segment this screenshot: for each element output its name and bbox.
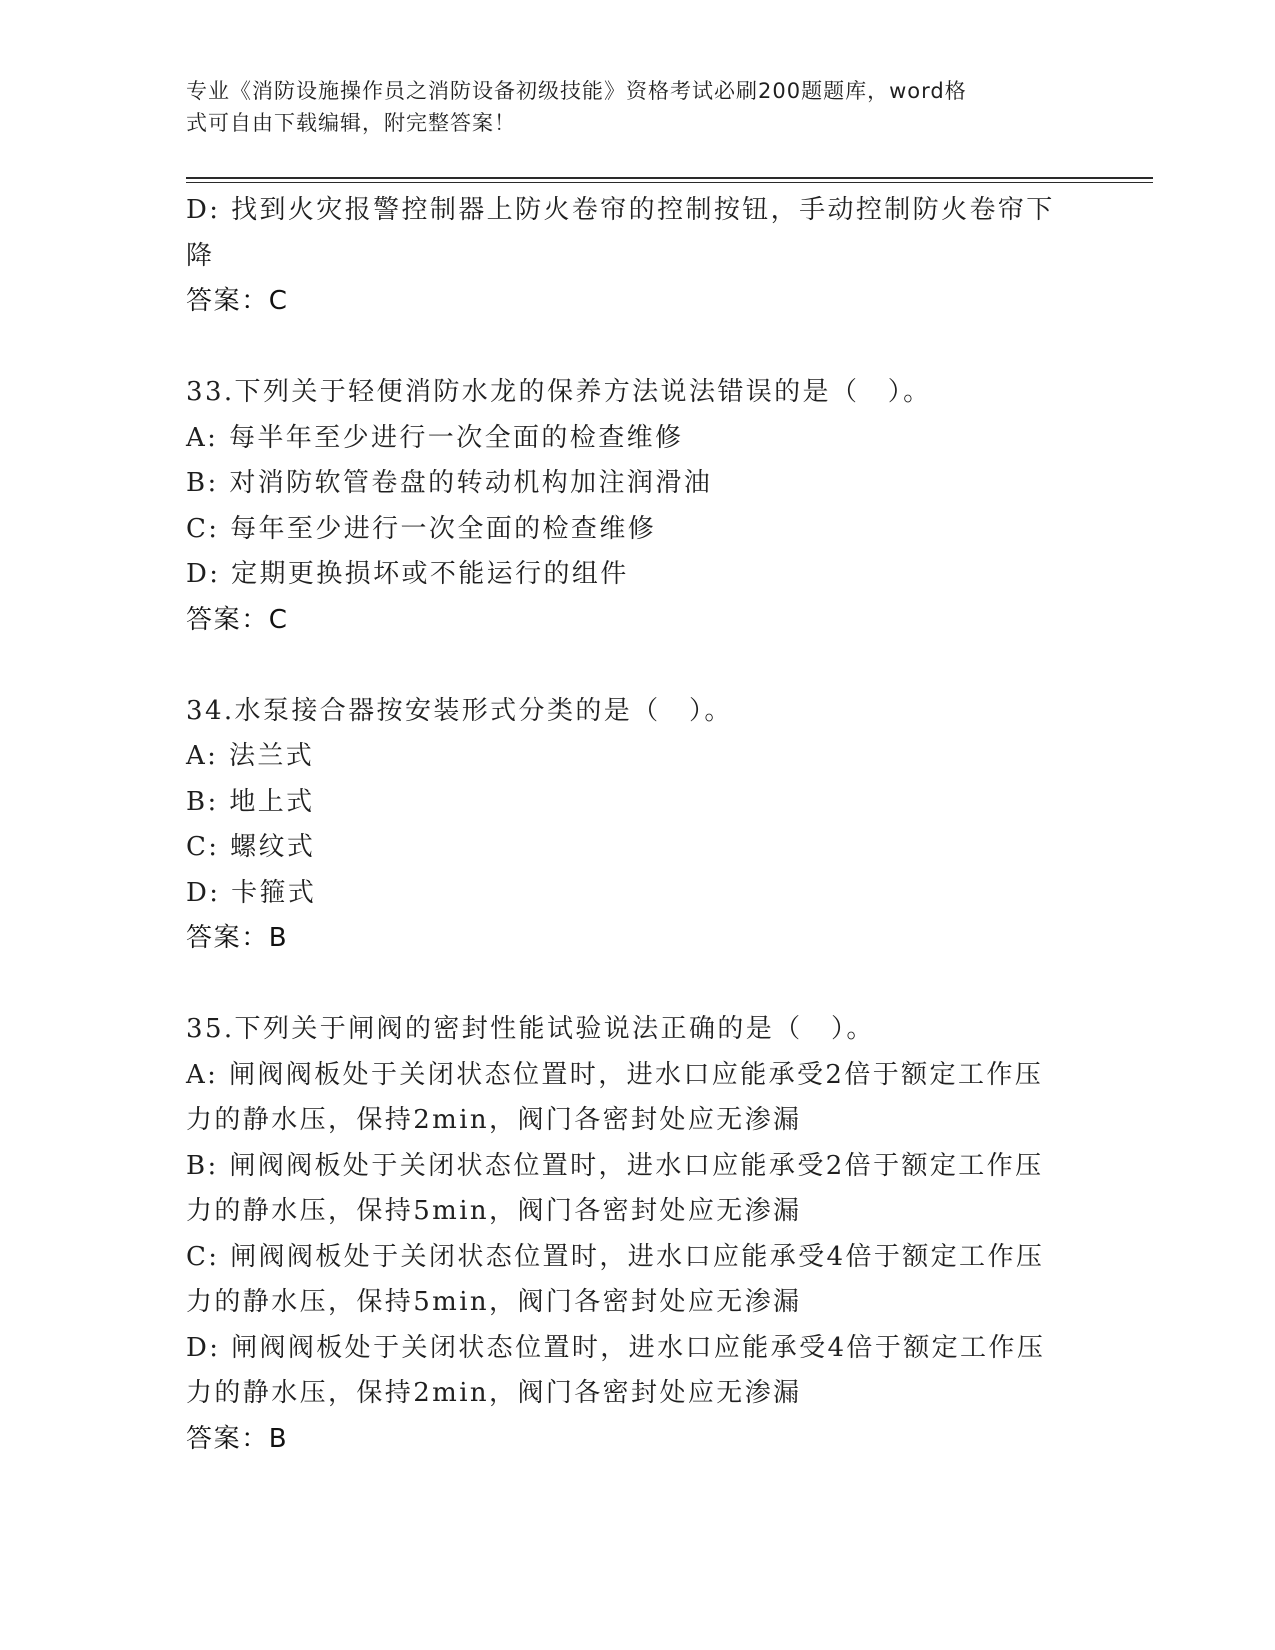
option-b: B: 对消防软管卷盘的转动机构加注润滑油 — [186, 468, 713, 498]
option-c-line-2: 力的静水压，保持5min，阀门各密封处应无渗漏 — [186, 1287, 802, 1317]
option-d: D: 卡箍式 — [186, 877, 317, 908]
option-b-line-1: B: 闸阀阀板处于关闭状态位置时，进水口应能承受2倍于额定工作压 — [186, 1150, 1044, 1181]
option-a-line-2: 力的静水压，保持2min，阀门各密封处应无渗漏 — [186, 1105, 802, 1135]
question-list — [186, 188, 1086, 1462]
option-c: C: 每年至少进行一次全面的检查维修 — [186, 513, 657, 544]
question-stem: 35.下列关于闸阀的密封性能试验说法正确的是（ ）。 — [186, 1014, 875, 1044]
spacer — [186, 325, 1086, 371]
option-b-line-2: 力的静水压，保持5min，阀门各密封处应无渗漏 — [186, 1196, 802, 1226]
option-b: B: 地上式 — [186, 786, 315, 817]
question-33 — [186, 370, 1086, 643]
option-a: A: 每半年至少进行一次全面的检查维修 — [186, 422, 684, 453]
option-c: C: 螺纹式 — [186, 832, 316, 862]
header-divider-thick — [186, 177, 1153, 179]
option-d-line-1: D: 找到火灾报警控制器上防火卷帘的控制按钮，手动控制防火卷帘下 — [186, 195, 1055, 225]
answer-line: 答案：C — [186, 604, 289, 635]
answer-line: 答案：C — [186, 286, 289, 316]
question-34 — [186, 689, 1086, 962]
answer-line: 答案：B — [186, 1423, 289, 1454]
answer-line: 答案：B — [186, 923, 289, 953]
question-stem: 33.下列关于轻便消防水龙的保养方法说法错误的是（ ）。 — [186, 377, 932, 407]
question-32-continuation — [186, 188, 1086, 325]
spacer — [186, 643, 1086, 689]
option-c-line-1: C: 闸阀阀板处于关闭状态位置时，进水口应能承受4倍于额定工作压 — [186, 1241, 1045, 1272]
option-d-line-1: D: 闸阀阀板处于关闭状态位置时，进水口应能承受4倍于额定工作压 — [186, 1332, 1046, 1363]
option-d-line-2: 降 — [186, 240, 215, 271]
document-header — [186, 75, 1086, 139]
option-d-line-2: 力的静水压，保持2min，阀门各密封处应无渗漏 — [186, 1378, 802, 1408]
question-stem: 34.水泵接合器按安装形式分类的是（ ）。 — [186, 695, 733, 726]
question-35 — [186, 1007, 1086, 1462]
header-title-line-2: 式可自由下载编辑，附完整答案！ — [186, 111, 516, 135]
option-a: A: 法兰式 — [186, 741, 315, 771]
header-divider-thin — [186, 182, 1153, 183]
option-a-line-1: A: 闸阀阀板处于关闭状态位置时，进水口应能承受2倍于额定工作压 — [186, 1059, 1044, 1090]
option-d: D: 定期更换损坏或不能运行的组件 — [186, 559, 629, 589]
spacer — [186, 962, 1086, 1008]
header-title-line-1: 专业《消防设施操作员之消防设备初级技能》资格考试必刷200题题库，word格 — [186, 79, 967, 103]
